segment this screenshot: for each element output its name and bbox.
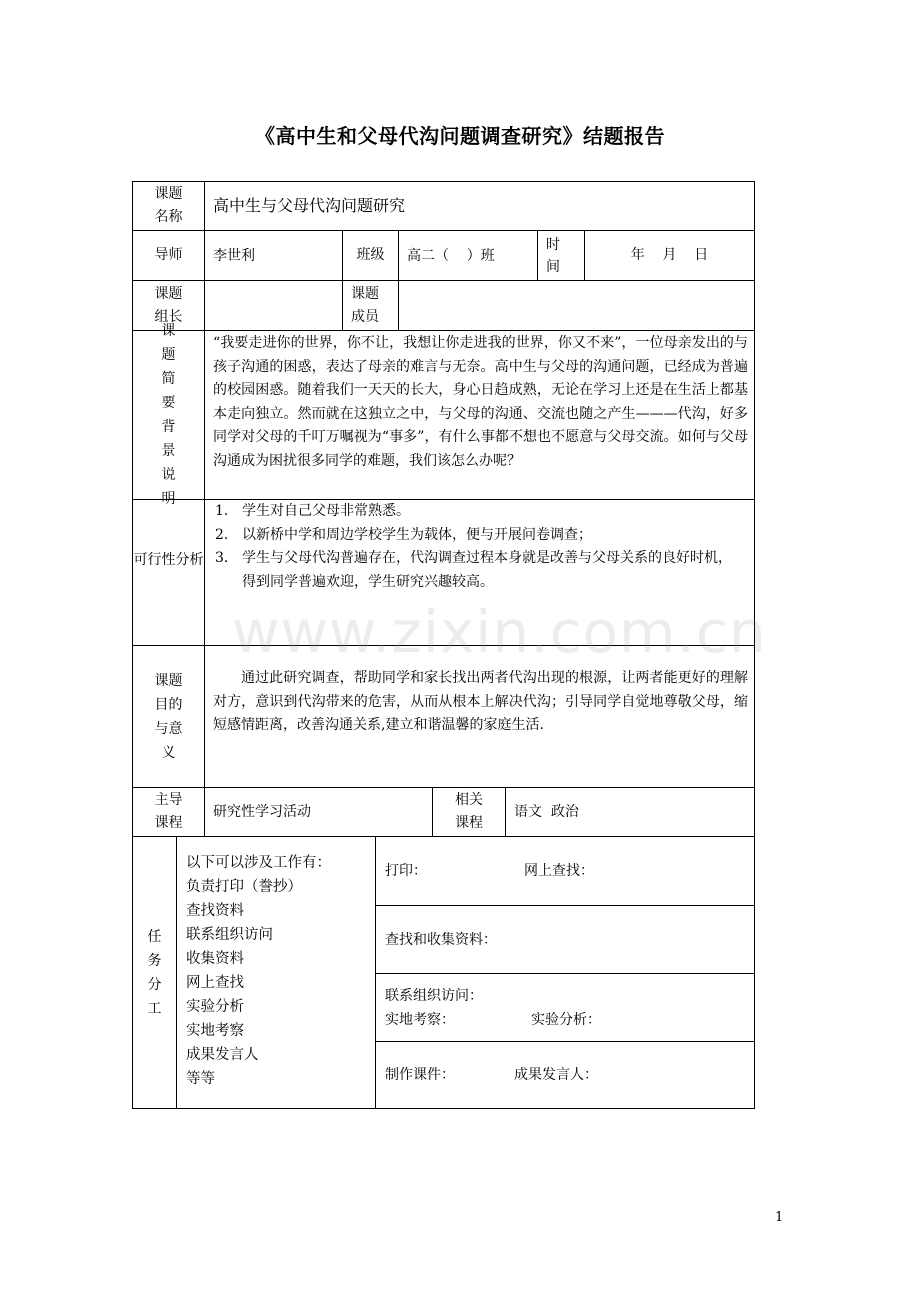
- feasibility-label: 可行性分析: [133, 552, 204, 568]
- background-label: 课题简要背景说明: [161, 323, 176, 507]
- report-title: 《高中生和父母代沟问题调查研究》结题报告: [255, 124, 665, 148]
- print-label: 打印：: [385, 863, 427, 879]
- related-label: 相关课程: [432, 788, 505, 836]
- related-value: 语文 政治: [505, 788, 754, 836]
- list-item: 联系组织访问: [186, 927, 273, 943]
- field-label: 实地考察：: [385, 1011, 455, 1028]
- list-item: 收集资料: [186, 951, 244, 967]
- background-paragraph: “我要走进你的世界，你不让，我想让你走进我的世界，你又不来”，一位母亲发出的与孩子沟通的困惑，表达了母亲的难言与无奈。高中生与父母的沟通问题，已经成为普遍的校园困惑。随着我们一天天的长大，身心日趋成熟，无论在学习上还是在生活上都基本走向独立。然而就在这独立之中，与父母的沟通、交流也随之产生———代沟，好多同学对父母的千叮万嘱视为“事多”，有什么事都不想也不愿意与父母交流。如何与父母沟通成为困扰很多同学的难题，我们该怎么办呢？: [213, 335, 748, 469]
- class-value: 高二（ ）班: [398, 231, 537, 280]
- row-feasibility: [132, 499, 755, 645]
- list-item: 成果发言人: [186, 1047, 259, 1063]
- assign-print-online: [376, 837, 754, 905]
- topic-value: 高中生与父母代沟问题研究: [204, 182, 754, 230]
- topic-label: 课题名称: [154, 186, 183, 225]
- purpose-text: [204, 646, 754, 787]
- experiment-label: 实验分析：: [531, 1011, 601, 1028]
- assign-courseware: [376, 1041, 754, 1108]
- list-item: 3. 学生与父母代沟普遍存在，代沟调查过程本身就是改善与父母关系的良好时机，得到同学普遍欢迎，学生研究兴趣较高。: [215, 550, 732, 590]
- list-item: 查找资料: [186, 903, 244, 919]
- tasks-label: 任务分工: [147, 928, 162, 1017]
- row-course: [132, 787, 755, 836]
- page-number: 1: [775, 1210, 784, 1225]
- list-item: 以下可以涉及工作有：: [186, 855, 331, 871]
- class-label: 班级: [342, 231, 398, 280]
- courseware-label: 制作课件：: [385, 1067, 455, 1083]
- row-mentor: [132, 230, 755, 280]
- row-background: [132, 323, 755, 507]
- members-label: 课题成员: [342, 281, 398, 330]
- mentor-value: 李世利: [204, 231, 342, 280]
- members-value: [398, 281, 754, 330]
- row-purpose: [132, 645, 755, 787]
- course-value: 研究性学习活动: [204, 788, 432, 836]
- row-tasks: [132, 836, 755, 1109]
- online-label: 网上查找：: [524, 863, 594, 879]
- course-label: 主导课程: [154, 792, 183, 831]
- row-leader: [132, 280, 755, 330]
- list-item: 1. 学生对自己父母非常熟悉。: [215, 503, 410, 519]
- background-text: [204, 331, 754, 499]
- report-table: [132, 181, 755, 1109]
- list-item: 等等: [186, 1071, 215, 1087]
- list-item: 网上查找: [186, 975, 244, 991]
- list-item: 实地考察: [186, 1023, 244, 1039]
- tasks-assignments: [375, 837, 754, 1108]
- purpose-label: 课题目的与意义: [154, 672, 183, 761]
- purpose-paragraph: 通过此研究调查，帮助同学和家长找出两者代沟出现的根源，让两者能更好的理解对方，意识到代沟带来的危害，从而从根本上解决代沟；引导同学自觉地尊敬父母，缩短感情距离，改善沟通关系,建立和谐温馨的家庭生活.: [213, 670, 748, 734]
- tasks-list: [176, 837, 375, 1108]
- row-topic: [132, 181, 755, 230]
- time-label: 时间: [537, 231, 584, 280]
- list-item: 2. 以新桥中学和周边学校学生为载体，便与开展问卷调查；: [215, 526, 592, 543]
- list-item: 实验分析: [186, 999, 244, 1015]
- leader-label: 课题组长: [154, 285, 183, 325]
- feasibility-list: [204, 500, 754, 645]
- watermark: www.zixin.com.cn: [232, 598, 767, 666]
- assign-visit: [376, 973, 754, 1041]
- speaker-label: 成果发言人：: [514, 1067, 598, 1083]
- time-value: 年 月 日: [584, 231, 754, 280]
- list-item: 负责打印（誊抄）: [186, 879, 302, 895]
- collect-label: 查找和收集资料：: [385, 931, 497, 948]
- assign-collect: [376, 905, 754, 973]
- mentor-label: 导师: [154, 247, 183, 263]
- leader-value: [204, 281, 342, 330]
- visit-label: 联系组织访问：: [385, 987, 483, 1004]
